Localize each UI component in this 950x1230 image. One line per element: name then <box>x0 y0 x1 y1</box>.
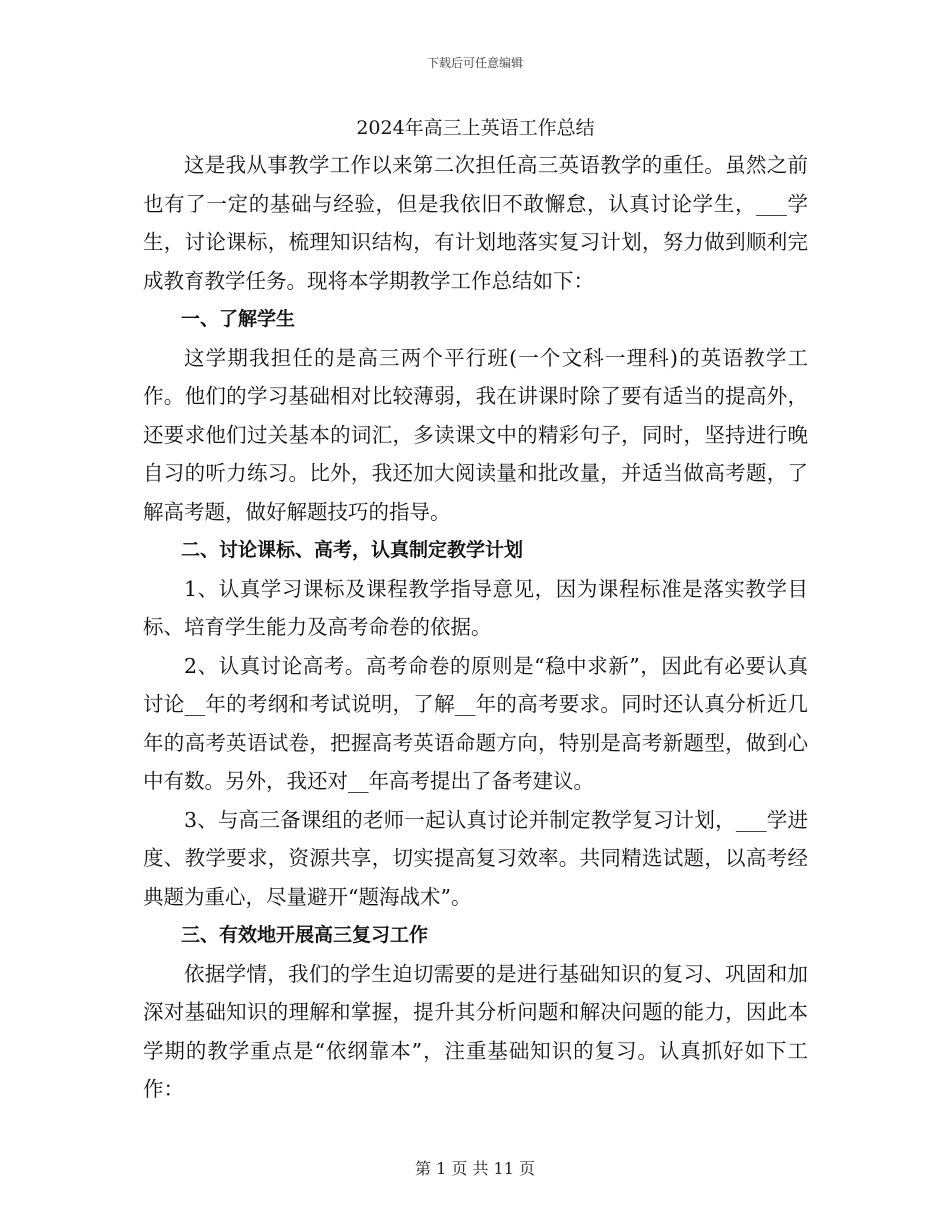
section-heading-2: 二、讨论课标、高考，认真制定教学计划 <box>181 539 524 561</box>
section-2-item-2: 2、认真讨论高考。高考命卷的原则是“稳中求新”，因此有必要认真讨论__年的考纲和考试说明，了解__年的高考要求。同时还认真分析近几年的高考英语试卷，把握高考英语命题方向，特别是高考新题型，做到心中有数。另外，我还对__年高考提出了备考建议。 <box>143 653 808 793</box>
document-title: 2024年高三上英语工作总结 <box>356 117 595 139</box>
section-1-paragraph: 这学期我担任的是高三两个平行班(一个文科一理科)的英语教学工作。他们的学习基础相对比较薄弱，我在讲课时除了要有适当的提高外，还要求他们过关基本的词汇，多读课文中的精彩句子，同时，坚持进行晚自习的听力练习。比外，我还加大阅读量和批改量，并适当做高考题，了解高考题，做好解题技巧的指导。 <box>143 345 808 524</box>
section-heading-3: 三、有效地开展高三复习工作 <box>181 924 429 946</box>
page-header: 下载后可任意编辑 <box>426 56 523 70</box>
section-2-item-1: 1、认真学习课标及课程教学指导意见，因为课程标准是落实教学目标、培育学生能力及高考命卷的依据。 <box>143 576 808 639</box>
page-footer: 第 1 页 共 11 页 <box>415 1159 535 1178</box>
intro-paragraph: 这是我从事教学工作以来第二次担任高三英语教学的重任。虽然之前也有了一定的基础与经验，但是我依旧不敢懈怠，认真讨论学生，___学生，讨论课标，梳理知识结构，有计划地落实复习计划，努力做到顺利完成教育教学任务。现将本学期教学工作总结如下： <box>143 153 808 293</box>
section-2-item-3: 3、与高三备课组的老师一起认真讨论并制定教学复习计划，___学进度、教学要求，资源共享，切实提高复习效率。共同精选试题，以高考经典题为重心，尽量避开“题海战术”。 <box>143 807 808 909</box>
section-3-paragraph: 依据学情，我们的学生迫切需要的是进行基础知识的复习、巩固和加深对基础知识的理解和掌握，提升其分析问题和解决问题的能力，因此本学期的教学重点是“依纲靠本”，注重基础知识的复习。认真抓好如下工作： <box>143 961 808 1101</box>
document-body <box>143 110 808 1109</box>
section-heading-1: 一、了解学生 <box>181 308 296 330</box>
